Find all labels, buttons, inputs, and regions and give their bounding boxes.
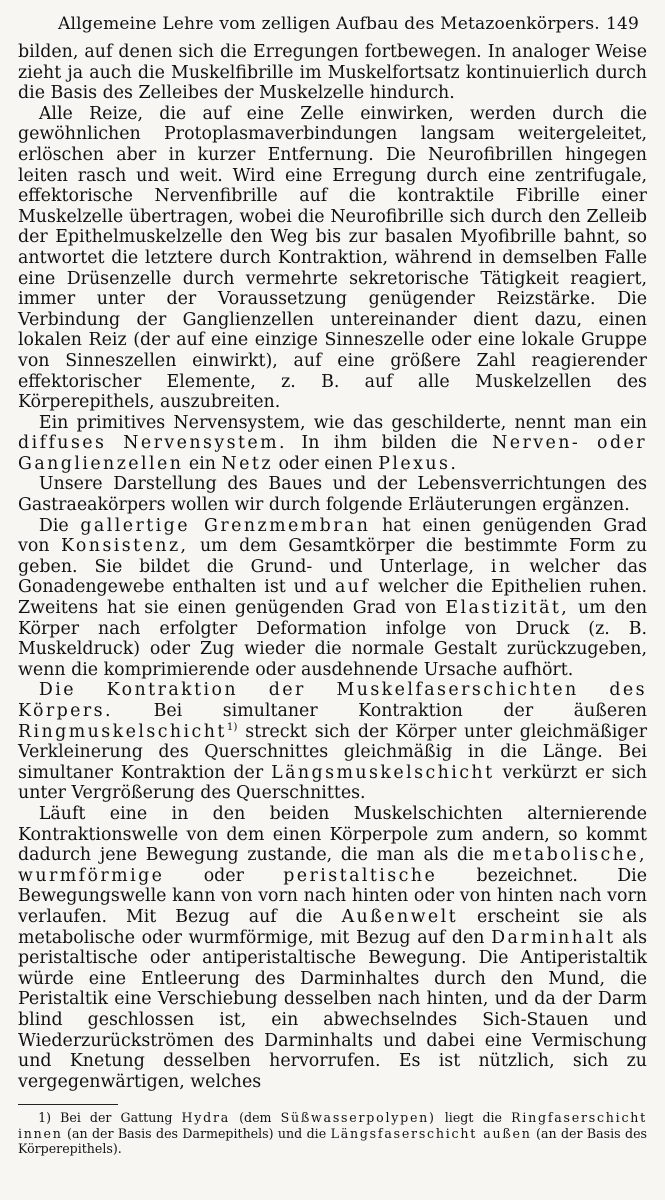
spaced-term: Darminhalt [491,927,616,948]
text-run: oder [203,865,244,886]
spaced-term: Ringfaserschicht innen [18,1110,647,1141]
paragraph-4: Unsere Darstellung des Baues und der Lebensverrichtungen des Gastraeakörpers wollen wir durch folgende Erläuterungen ergänzen. [18,474,647,516]
spaced-term: Längsfaserschicht außen [330,1125,532,1141]
footnote-divider [18,1104,118,1105]
text-run: verkürzt er sich unter Vergrößerung des Querschnittes. [18,762,648,804]
spaced-term: in [490,556,513,577]
footnote-ref: 1) [226,720,238,733]
main-text [18,42,647,1092]
page-number: 149 [605,14,639,34]
text-run: um den Körper nach erfolgter Deformation infolge von Druck (z. B. Muskeldruck) oder Zug wieder die normale Gestalt zurückzugeben, wenn die komprimierende oder ausdehnende Ursache aufhört. [18,598,648,680]
running-header [18,14,647,34]
spaced-term: Süßwasserpolypen) [280,1110,436,1126]
text-run: Die [38,515,69,536]
spaced-term: gallertige Grenzmembran [80,515,371,536]
text-run: bezeichnet. Die Bewegungswelle kann von vorn nach hinten oder von hinten nach vorn verlaufen. Mit Bezug auf die [18,865,648,927]
paragraph-6 [18,680,647,804]
paragraph-7 [18,804,647,1092]
text-run: Bei simultaner Kontraktion der äußeren [153,701,647,721]
text-run: (dem [239,1110,272,1126]
spaced-term: auf [334,577,371,598]
spaced-term: Längsmuskelschicht [271,762,495,783]
running-title: Allgemeine Lehre vom zelligen Aufbau des Metazoenkörpers. [58,14,600,34]
spaced-term: Außenwelt [341,906,459,927]
section-heading: Die Kontraktion der Muskelfaserschichten des Körpers. [18,680,647,721]
paragraph-3 [18,413,647,475]
spaced-term: Ringmuskelschicht [18,721,227,742]
paragraph-1: bilden, auf denen sich die Erregungen fortbewegen. In analoger Weise zieht ja auch die Muskelfibrille im Muskelfortsatz kontinuierlich durch die Basis des Zelleibes der Muskelzelle hindurch. [18,42,647,104]
paragraph-5 [18,516,647,681]
text-run: 1) Bei der Gattung [38,1110,173,1126]
text-run: ein [188,453,216,474]
spaced-term: Elastizität, [445,598,570,619]
text-run: (an der Basis des Darmepithels) und die [67,1125,327,1141]
text-run: als peristaltische oder antiperistaltische Bewegung. Die Antiperistaltik würde eine Entleerung des Darminhaltes durch den Mund, die Peristaltik eine Verschiebung desselben nach hinten, und da der Darm blind geschlossen ist, ein abwechselndes Sich-Stauen und Wiederzurückströmen des Darminhalts und dabei eine Vermischung und Knetung desselben hervorrufen. Es ist nützlich, sich zu vergegenwärtigen, welches [18,927,648,1092]
text-run: Ein primitives Nervensystem, wie das geschilderte, nennt man ein [38,412,647,433]
text-run: In ihm bilden die [301,433,478,454]
text-run: um dem Gesamtkörper die bestimmte Form zu geben. Sie bildet die Grund- und Unterlage, [18,536,648,577]
text-run: streckt sich der Körper unter gleichmäßiger Verkleinerung des Querschnittes gleichmäßig in die Länge. Bei simultaner Kontraktion der [18,721,648,783]
text-run: hat einen genügenden Grad von [18,515,648,557]
spaced-term: Netz [221,453,273,474]
text-run: oder einen [278,453,373,474]
spaced-term: Konsistenz, [60,536,189,557]
spaced-term: Plexus. [378,453,459,474]
spaced-term: metabolische, wurmförmige [18,845,647,886]
footnote [18,1110,647,1157]
footnote-text [18,1110,647,1157]
spaced-term: diffuses Nervensystem. [18,433,288,454]
text-run: (an der Basis des Körperepithels). [18,1125,647,1157]
text-run: erscheint sie als metabolische oder wurmförmige, mit Bezug auf den [18,906,648,948]
spaced-term: Hydra [181,1110,231,1126]
spaced-term: Nerven- oder Ganglienzellen [18,433,647,474]
text-run: welcher die Epithelien ruhen. Zweitens hat sie einen genügenden Grad von [18,577,648,619]
text-run: Läuft eine in den beiden Muskelschichten alternierende Kontraktionswelle von dem einen Körperpole zum andern, so kommt dadurch jene Bewegung zustande, die man als die [18,803,647,866]
spaced-term: peristaltische [283,865,438,886]
paragraph-2: Alle Reize, die auf eine Zelle einwirken, werden durch die gewöhnlichen Protoplasmaverbindungen langsam weitergeleitet, erlöschen aber in kurzer Entfernung. Die Neurofibrillen hingegen leiten rasch und weit. Wird eine Erregung durch eine zentrifugale, effektorische Nervenfibrille auf die kontraktile Fibrille einer Muskelzelle übertragen, wobei die Neurofibrille sich durch den Zelleib der Epithelmuskelzelle den Weg bis zur basalen Myofibrille bahnt, so antwortet die letztere durch Kontraktion, während in demselben Falle eine Drüsenzelle durch vermehrte sekretorische Tätigkeit reagiert, immer unter der Voraussetzung genügender Reizstärke. Die Verbindung der Ganglienzellen untereinander dient dazu, einen lokalen Reiz (der auf eine einzige Sinneszelle oder eine lokale Gruppe von Sinneszellen einwirkt), auf eine größere Zahl reagierender effektorischer Elemente, z. B. auf alle Muskelzellen des Körperepithels, auszubreiten. [18,103,647,413]
text-run: liegt die [444,1110,503,1126]
text-run: welcher das Gonadengewebe enthalten ist und [18,556,647,598]
